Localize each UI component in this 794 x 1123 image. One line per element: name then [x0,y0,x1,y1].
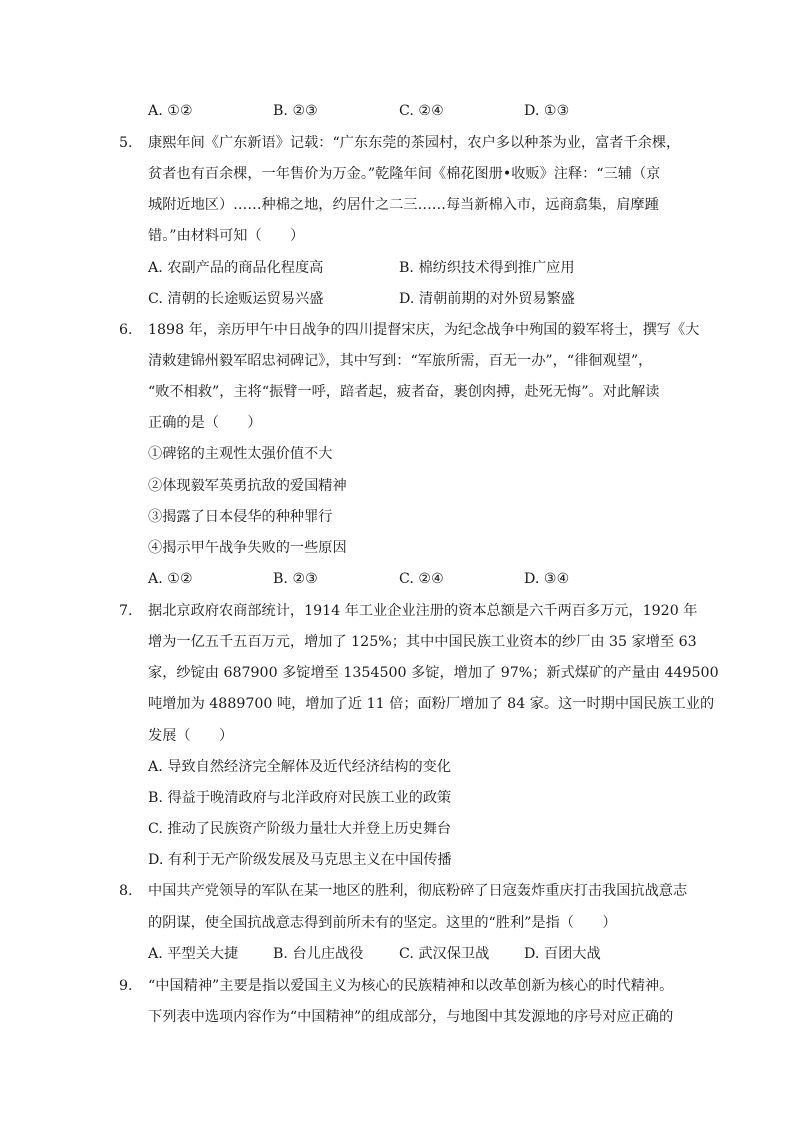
q8-number: 8. [119,883,133,899]
q8-option-a: A. 平型关大捷 [148,946,239,962]
q5-option-d: D. 清朝前期的对外贸易繁盛 [399,291,575,307]
q5-stem-line: 错。”由材料可知（ ） [148,228,305,244]
q7-stem-line: 家，纱锭由 687900 多锭增至 1354500 多锭，增加了 97%；新式煤矿的产量由 449500 [148,665,719,681]
q6-item-3: ③揭露了日本侵华的种种罪行 [148,509,333,525]
q8-option-b: B. 台儿庄战役 [273,946,364,962]
q5-stem-line: 城附近地区）……种棉之地，约居什之二三……每当新棉入市，远商翕集，肩摩踵 [148,197,659,213]
q6-stem-line: 正确的是（ ） [148,415,262,431]
q6-option-c: C. ②④ [399,571,444,587]
q6-number: 6. [119,322,133,338]
q9-stem-line: “中国精神”主要是指以爱国主义为核心的民族精神和以改革创新为核心的时代精神。 [148,978,674,994]
q8-stem-line: 的阴谋，使全国抗战意志得到前所未有的坚定。这里的“胜利”是指（ ） [148,915,617,931]
q7-stem-line: 吨增加为 4889700 吨，增加了近 11 倍；面粉厂增加了 84 家。这一时期中国民族工业的 [148,696,715,712]
q7-stem-line: 增为一亿五千五百万元，增加了 125%；其中中国民族工业资本的纱厂由 35 家增至 63 [148,634,697,650]
q5-stem-line: 贫者也有百余棵，一年售价为万金。”乾隆年间《棉花图册•收贩》注释：“三辅（京 [148,166,661,182]
q6-option-a: A. ①② [148,571,193,587]
q5-stem-line: 康熙年间《广东新语》记载：“广东东莞的茶园村，农户多以种茶为业，富者千余棵， [148,135,681,151]
q5-option-a: A. 农副产品的商品化程度高 [148,260,324,276]
q7-option-b: B. 得益于晚清政府与北洋政府对民族工业的政策 [148,790,452,806]
q4-option-c: C. ②④ [399,103,444,119]
q7-option-d: D. 有利于无产阶级发展及马克思主义在中国传播 [148,852,452,868]
q6-item-4: ④揭示甲午战争失败的一些原因 [148,540,347,556]
q9-stem-line: 下列表中选项内容作为“中国精神”的组成部分，与地图中其发源地的序号对应正确的 [148,1009,674,1025]
q8-stem-line: 中国共产党领导的军队在某一地区的胜利，彻底粉碎了日寇轰炸重庆打击我国抗战意志 [148,883,688,899]
q5-option-b: B. 棉纺织技术得到推广应用 [399,260,575,276]
q7-option-c: C. 推动了民族资产阶级力量壮大并登上历史舞台 [148,821,452,837]
q6-option-b: B. ②③ [273,571,318,587]
q6-stem-line: 清敕建锦州毅军昭忠祠碑记》，其中写到：“军旅所需，百无一办”，“徘徊观望”， [148,353,653,369]
q5-option-c: C. 清朝的长途贩运贸易兴盛 [148,291,324,307]
q7-stem-line: 发展（ ） [148,728,234,744]
q8-option-d: D. 百团大战 [524,946,601,962]
q4-option-d: D. ①③ [524,103,570,119]
q8-option-c: C. 武汉保卫战 [399,946,490,962]
q4-option-a: A. ①② [148,103,193,119]
q6-item-2: ②体现毅军英勇抗敌的爱国精神 [148,478,347,494]
q6-item-1: ①碑铭的主观性太强价值不大 [148,446,333,462]
q5-number: 5. [119,135,133,151]
q6-option-d: D. ③④ [524,571,570,587]
q6-stem-line: 1898 年，亲历甲午中日战争的四川提督宋庆，为纪念战争中殉国的毅军将士，撰写《大 [148,322,700,338]
q4-option-b: B. ②③ [273,103,318,119]
q7-number: 7. [119,603,133,619]
q7-stem-line: 据北京政府农商部统计，1914 年工业企业注册的资本总额是六千两百多万元，1920 年 [148,603,698,619]
q7-option-a: A. 导致自然经济完全解体及近代经济结构的变化 [148,759,452,775]
q9-number: 9. [119,978,133,994]
q6-stem-line: “败不相救”，主将“振臂一呼，踣者起，疲者奋，裹创肉搏，赴死无悔”。对此解读 [148,384,660,400]
